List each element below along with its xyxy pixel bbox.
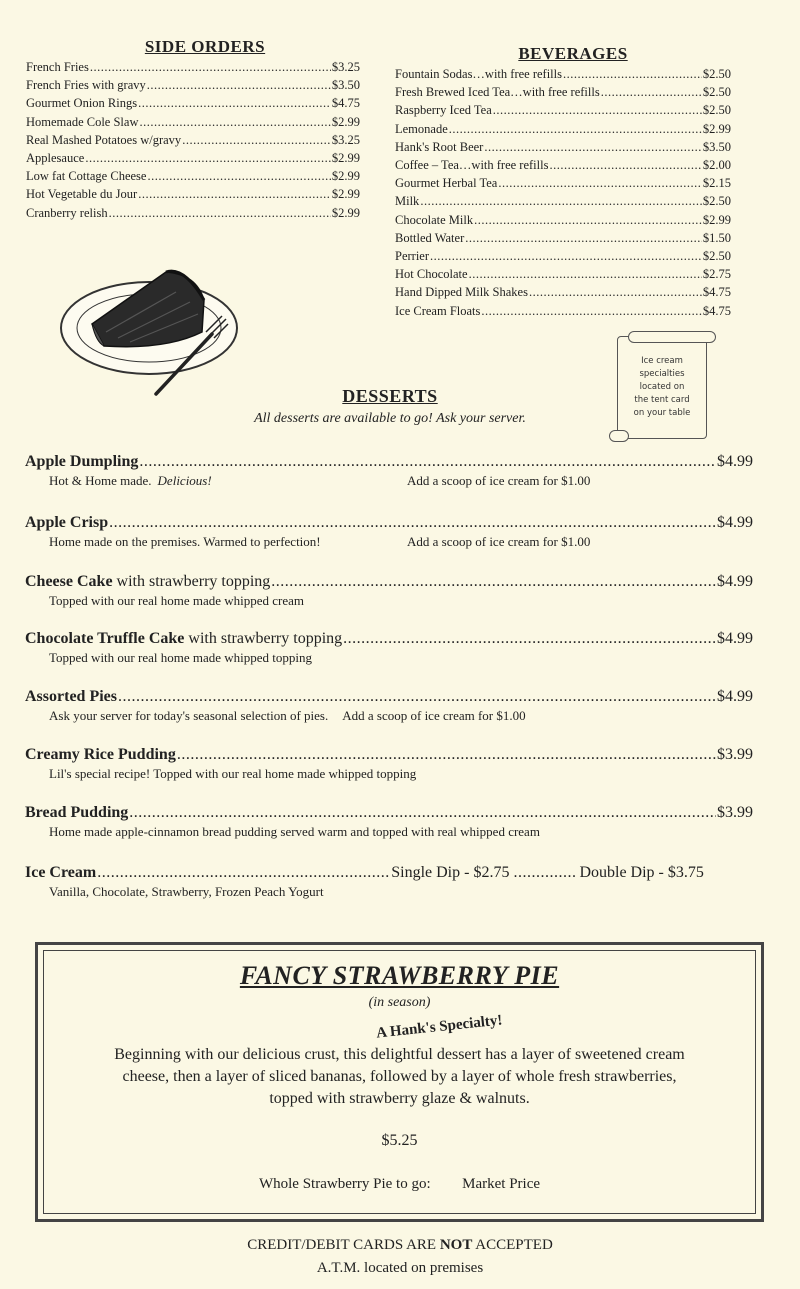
dessert-name xyxy=(25,514,108,532)
side-orders-item xyxy=(26,113,360,131)
leader-dots xyxy=(601,83,702,101)
dessert-desc-text: Home made on the premises. Warmed to perfection! xyxy=(49,534,321,549)
item-price: $4.75 xyxy=(702,303,731,318)
dessert-name-bold: Cheese Cake xyxy=(25,573,113,590)
item-name: Perrier xyxy=(395,249,430,264)
item-name: Homemade Cole Slaw xyxy=(26,114,139,129)
item-name: Hot Vegetable du Jour xyxy=(26,187,138,202)
beverages-list xyxy=(395,65,731,320)
dessert-extra: Add a scoop of ice cream for $1.00 xyxy=(407,534,591,549)
dessert-desc xyxy=(49,766,753,782)
leader-dots xyxy=(469,265,702,283)
leader-dots xyxy=(138,185,331,203)
leader-dots xyxy=(139,453,716,471)
item-price: $2.99 xyxy=(702,212,731,227)
dessert-row xyxy=(25,804,753,822)
beverages-item xyxy=(395,192,731,210)
dessert-desc-text: Ask your server for today's seasonal selection of pies. xyxy=(49,708,329,723)
leader-dots xyxy=(139,113,330,131)
dessert-name xyxy=(25,804,128,822)
dessert-desc xyxy=(49,473,753,489)
leader-dots xyxy=(138,94,331,112)
dessert-name xyxy=(25,746,176,764)
dessert-extra: Add a scoop of ice cream for $1.00 xyxy=(407,473,591,488)
item-name: Real Mashed Potatoes w/gravy xyxy=(26,132,182,147)
item-price: $3.25 xyxy=(331,60,360,74)
ice-cream-item xyxy=(25,864,753,900)
dessert-row xyxy=(25,573,753,591)
leader-dots xyxy=(420,192,702,210)
tent-card-line: the tent card xyxy=(634,395,690,405)
item-price: $2.15 xyxy=(702,176,731,191)
item-price: $2.99 xyxy=(331,151,360,166)
dessert-price: $3.99 xyxy=(717,804,753,821)
item-price: $2.99 xyxy=(331,205,360,220)
leader-dots xyxy=(90,58,331,76)
beverages-title: BEVERAGES xyxy=(518,44,628,63)
leader-dots xyxy=(177,746,716,764)
dessert-name xyxy=(25,688,117,706)
dessert-desc-text: Topped with our real home made whipped cream xyxy=(49,593,305,608)
item-price: $2.00 xyxy=(702,158,731,173)
dessert-extra: Add a scoop of ice cream for $1.00 xyxy=(342,708,526,723)
dessert-desc-italic: Delicious! xyxy=(157,473,212,488)
dessert-name xyxy=(25,453,138,471)
beverages-item xyxy=(395,138,731,156)
item-name: Milk xyxy=(395,194,420,209)
item-price: $2.50 xyxy=(702,249,731,264)
leader-dots xyxy=(484,138,702,156)
side-orders-item xyxy=(26,204,360,222)
leader-dots xyxy=(129,804,716,822)
item-price: $2.50 xyxy=(702,103,731,118)
payment-notice-post: ACCEPTED xyxy=(475,1237,553,1253)
item-price: $2.50 xyxy=(702,85,731,100)
dessert-desc xyxy=(49,650,753,666)
dessert-desc-text: Topped with our real home made whipped topping xyxy=(49,650,313,665)
item-price: $2.99 xyxy=(331,187,360,202)
ice-cream-single: Single Dip - $2.75 xyxy=(391,864,510,881)
dessert-name xyxy=(25,630,342,648)
fancy-strawberry-pie-box xyxy=(35,942,764,1222)
item-name: Cranberry relish xyxy=(26,205,108,220)
beverages-item xyxy=(395,283,731,301)
dessert-row xyxy=(25,746,753,764)
leader-dots xyxy=(147,167,330,185)
item-price: $2.99 xyxy=(331,114,360,129)
side-orders-item xyxy=(26,131,360,149)
leader-dots xyxy=(118,688,716,706)
dessert-name xyxy=(25,573,270,591)
payment-notice xyxy=(0,1237,800,1254)
leader-dots xyxy=(430,247,702,265)
dessert-price: $4.99 xyxy=(717,514,753,531)
item-name: Gourmet Herbal Tea xyxy=(395,176,498,191)
dessert-row xyxy=(25,630,753,648)
leader-dots xyxy=(271,573,716,591)
side-orders-item xyxy=(26,149,360,167)
leader-dots xyxy=(182,131,331,149)
leader-dots xyxy=(563,65,702,83)
fancy-whole-pie xyxy=(44,1176,755,1193)
item-name: Raspberry Iced Tea xyxy=(395,103,492,118)
leader-dots xyxy=(481,302,701,320)
side-orders-title: SIDE ORDERS xyxy=(144,37,266,56)
tent-card-line: on your table xyxy=(633,408,691,418)
leader-dots xyxy=(474,211,702,229)
dessert-name-rest: with strawberry topping xyxy=(112,573,271,590)
item-price: $2.99 xyxy=(702,121,731,136)
beverages-item xyxy=(395,174,731,192)
dessert-name-bold: Apple Crisp xyxy=(25,514,109,531)
fancy-specialty: A Hank's Specialty! xyxy=(375,1012,504,1042)
atm-notice: A.T.M. located on premises xyxy=(316,1260,484,1276)
tent-card-line: located on xyxy=(639,382,685,392)
beverages-item xyxy=(395,247,731,265)
dessert-item xyxy=(25,630,753,666)
dessert-price: $4.99 xyxy=(717,630,753,647)
tent-card-line: Ice cream xyxy=(641,356,683,366)
side-orders-item xyxy=(26,76,360,94)
item-price: $1.50 xyxy=(702,230,731,245)
leader-dots xyxy=(109,204,331,222)
fancy-description: Beginning with our delicious crust, this delightful dessert has a layer of sweetened cream cheese, then a layer of sliced bananas, followed by a layer of whole fresh strawberries, topped with strawberry glaze & walnuts. xyxy=(114,1046,685,1107)
whole-pie-price: Market Price xyxy=(462,1176,541,1192)
item-price: $3.50 xyxy=(702,139,731,154)
dessert-desc xyxy=(49,593,753,609)
fancy-season: (in season) xyxy=(368,995,431,1010)
item-name: Coffee – Tea…with free refills xyxy=(395,158,549,173)
dessert-row xyxy=(25,514,753,532)
dessert-price: $4.99 xyxy=(717,453,753,470)
dessert-name-bold: Apple Dumpling xyxy=(25,453,139,470)
item-price: $3.50 xyxy=(331,78,360,93)
dessert-desc xyxy=(49,824,753,840)
item-price: $4.75 xyxy=(331,96,360,111)
item-name: Hot Chocolate xyxy=(395,267,468,282)
side-orders-item xyxy=(26,185,360,203)
dessert-price: $3.99 xyxy=(717,746,753,763)
dessert-name-rest: with strawberry topping xyxy=(184,630,343,647)
item-name: Hand Dipped Milk Shakes xyxy=(395,285,528,300)
item-name: Low fat Cottage Cheese xyxy=(26,169,147,184)
item-name: Gourmet Onion Rings xyxy=(26,96,138,111)
beverages-item xyxy=(395,156,731,174)
desserts-title: DESSERTS xyxy=(342,386,438,406)
dessert-item xyxy=(25,453,753,489)
dessert-desc xyxy=(49,534,753,550)
dessert-desc-text: Hot & Home made. xyxy=(49,473,152,488)
dessert-desc-text: Lil's special recipe! Topped with our real home made whipped topping xyxy=(49,766,417,781)
item-name: Hank's Root Beer xyxy=(395,139,484,154)
item-name: Ice Cream Floats xyxy=(395,303,481,318)
item-price: $4.75 xyxy=(702,285,731,300)
leader-dots xyxy=(465,229,702,247)
leader-dots xyxy=(109,514,716,532)
dessert-item xyxy=(25,804,753,840)
fancy-price: $5.25 xyxy=(381,1132,418,1149)
payment-notice-pre: CREDIT/DEBIT CARDS ARE xyxy=(247,1237,437,1253)
leader-dots xyxy=(449,120,702,138)
item-name: French Fries with gravy xyxy=(26,78,146,93)
item-name: Chocolate Milk xyxy=(395,212,474,227)
item-name: Applesauce xyxy=(26,151,85,166)
beverages-item xyxy=(395,65,731,83)
fancy-title: FANCY STRAWBERRY PIE xyxy=(239,961,560,990)
ice-cream-double: Double Dip - $3.75 xyxy=(579,864,704,881)
dessert-name-bold: Creamy Rice Pudding xyxy=(25,746,176,763)
beverages-item xyxy=(395,83,731,101)
item-price: $2.99 xyxy=(331,169,360,184)
dessert-item xyxy=(25,746,753,782)
side-orders-list xyxy=(26,58,360,222)
beverages-item xyxy=(395,302,731,320)
item-name: Fresh Brewed Iced Tea…with free refills xyxy=(395,85,600,100)
item-name: French Fries xyxy=(26,60,89,74)
payment-notice-not: NOT xyxy=(439,1237,473,1253)
leader-dots xyxy=(529,283,702,301)
item-price: $2.50 xyxy=(702,67,731,81)
dessert-name-bold: Bread Pudding xyxy=(25,804,129,821)
dessert-desc xyxy=(49,708,753,724)
tent-card-note xyxy=(617,336,707,439)
dessert-item xyxy=(25,688,753,724)
beverages-item xyxy=(395,211,731,229)
dessert-row xyxy=(25,453,753,471)
leader-dots xyxy=(549,156,701,174)
tent-card-line: specialties xyxy=(639,369,685,379)
beverages-item xyxy=(395,101,731,119)
leader-dots xyxy=(147,76,331,94)
dessert-name-bold: Assorted Pies xyxy=(25,688,117,705)
leader-dots xyxy=(498,174,702,192)
item-price: $2.75 xyxy=(702,267,731,282)
leader-dots xyxy=(85,149,331,167)
item-price: $2.50 xyxy=(702,194,731,209)
side-orders-item xyxy=(26,94,360,112)
ice-cream-name: Ice Cream xyxy=(25,864,97,881)
dessert-price: $4.99 xyxy=(717,688,753,705)
whole-pie-label: Whole Strawberry Pie to go: xyxy=(258,1176,431,1192)
dessert-price: $4.99 xyxy=(717,573,753,590)
side-orders-item xyxy=(26,58,360,76)
item-name: Lemonade xyxy=(395,121,448,136)
ice-cream-desc: Vanilla, Chocolate, Strawberry, Frozen Peach Yogurt xyxy=(49,884,324,899)
leader-dots xyxy=(493,101,702,119)
desserts-subtitle: All desserts are available to go! Ask your server. xyxy=(254,411,526,426)
pie-slice-icon xyxy=(56,262,246,402)
dessert-desc-text: Home made apple-cinnamon bread pudding served warm and topped with real whipped cream xyxy=(49,824,540,839)
beverages-item xyxy=(395,229,731,247)
dessert-item xyxy=(25,573,753,609)
item-price: $3.25 xyxy=(331,132,360,147)
beverages-item xyxy=(395,120,731,138)
dessert-row xyxy=(25,688,753,706)
side-orders-item xyxy=(26,167,360,185)
dessert-item xyxy=(25,514,753,550)
item-name: Fountain Sodas…with free refills xyxy=(395,67,562,81)
item-name: Bottled Water xyxy=(395,230,465,245)
leader-dots xyxy=(343,630,716,648)
dessert-name-bold: Chocolate Truffle Cake xyxy=(25,630,185,647)
beverages-item xyxy=(395,265,731,283)
